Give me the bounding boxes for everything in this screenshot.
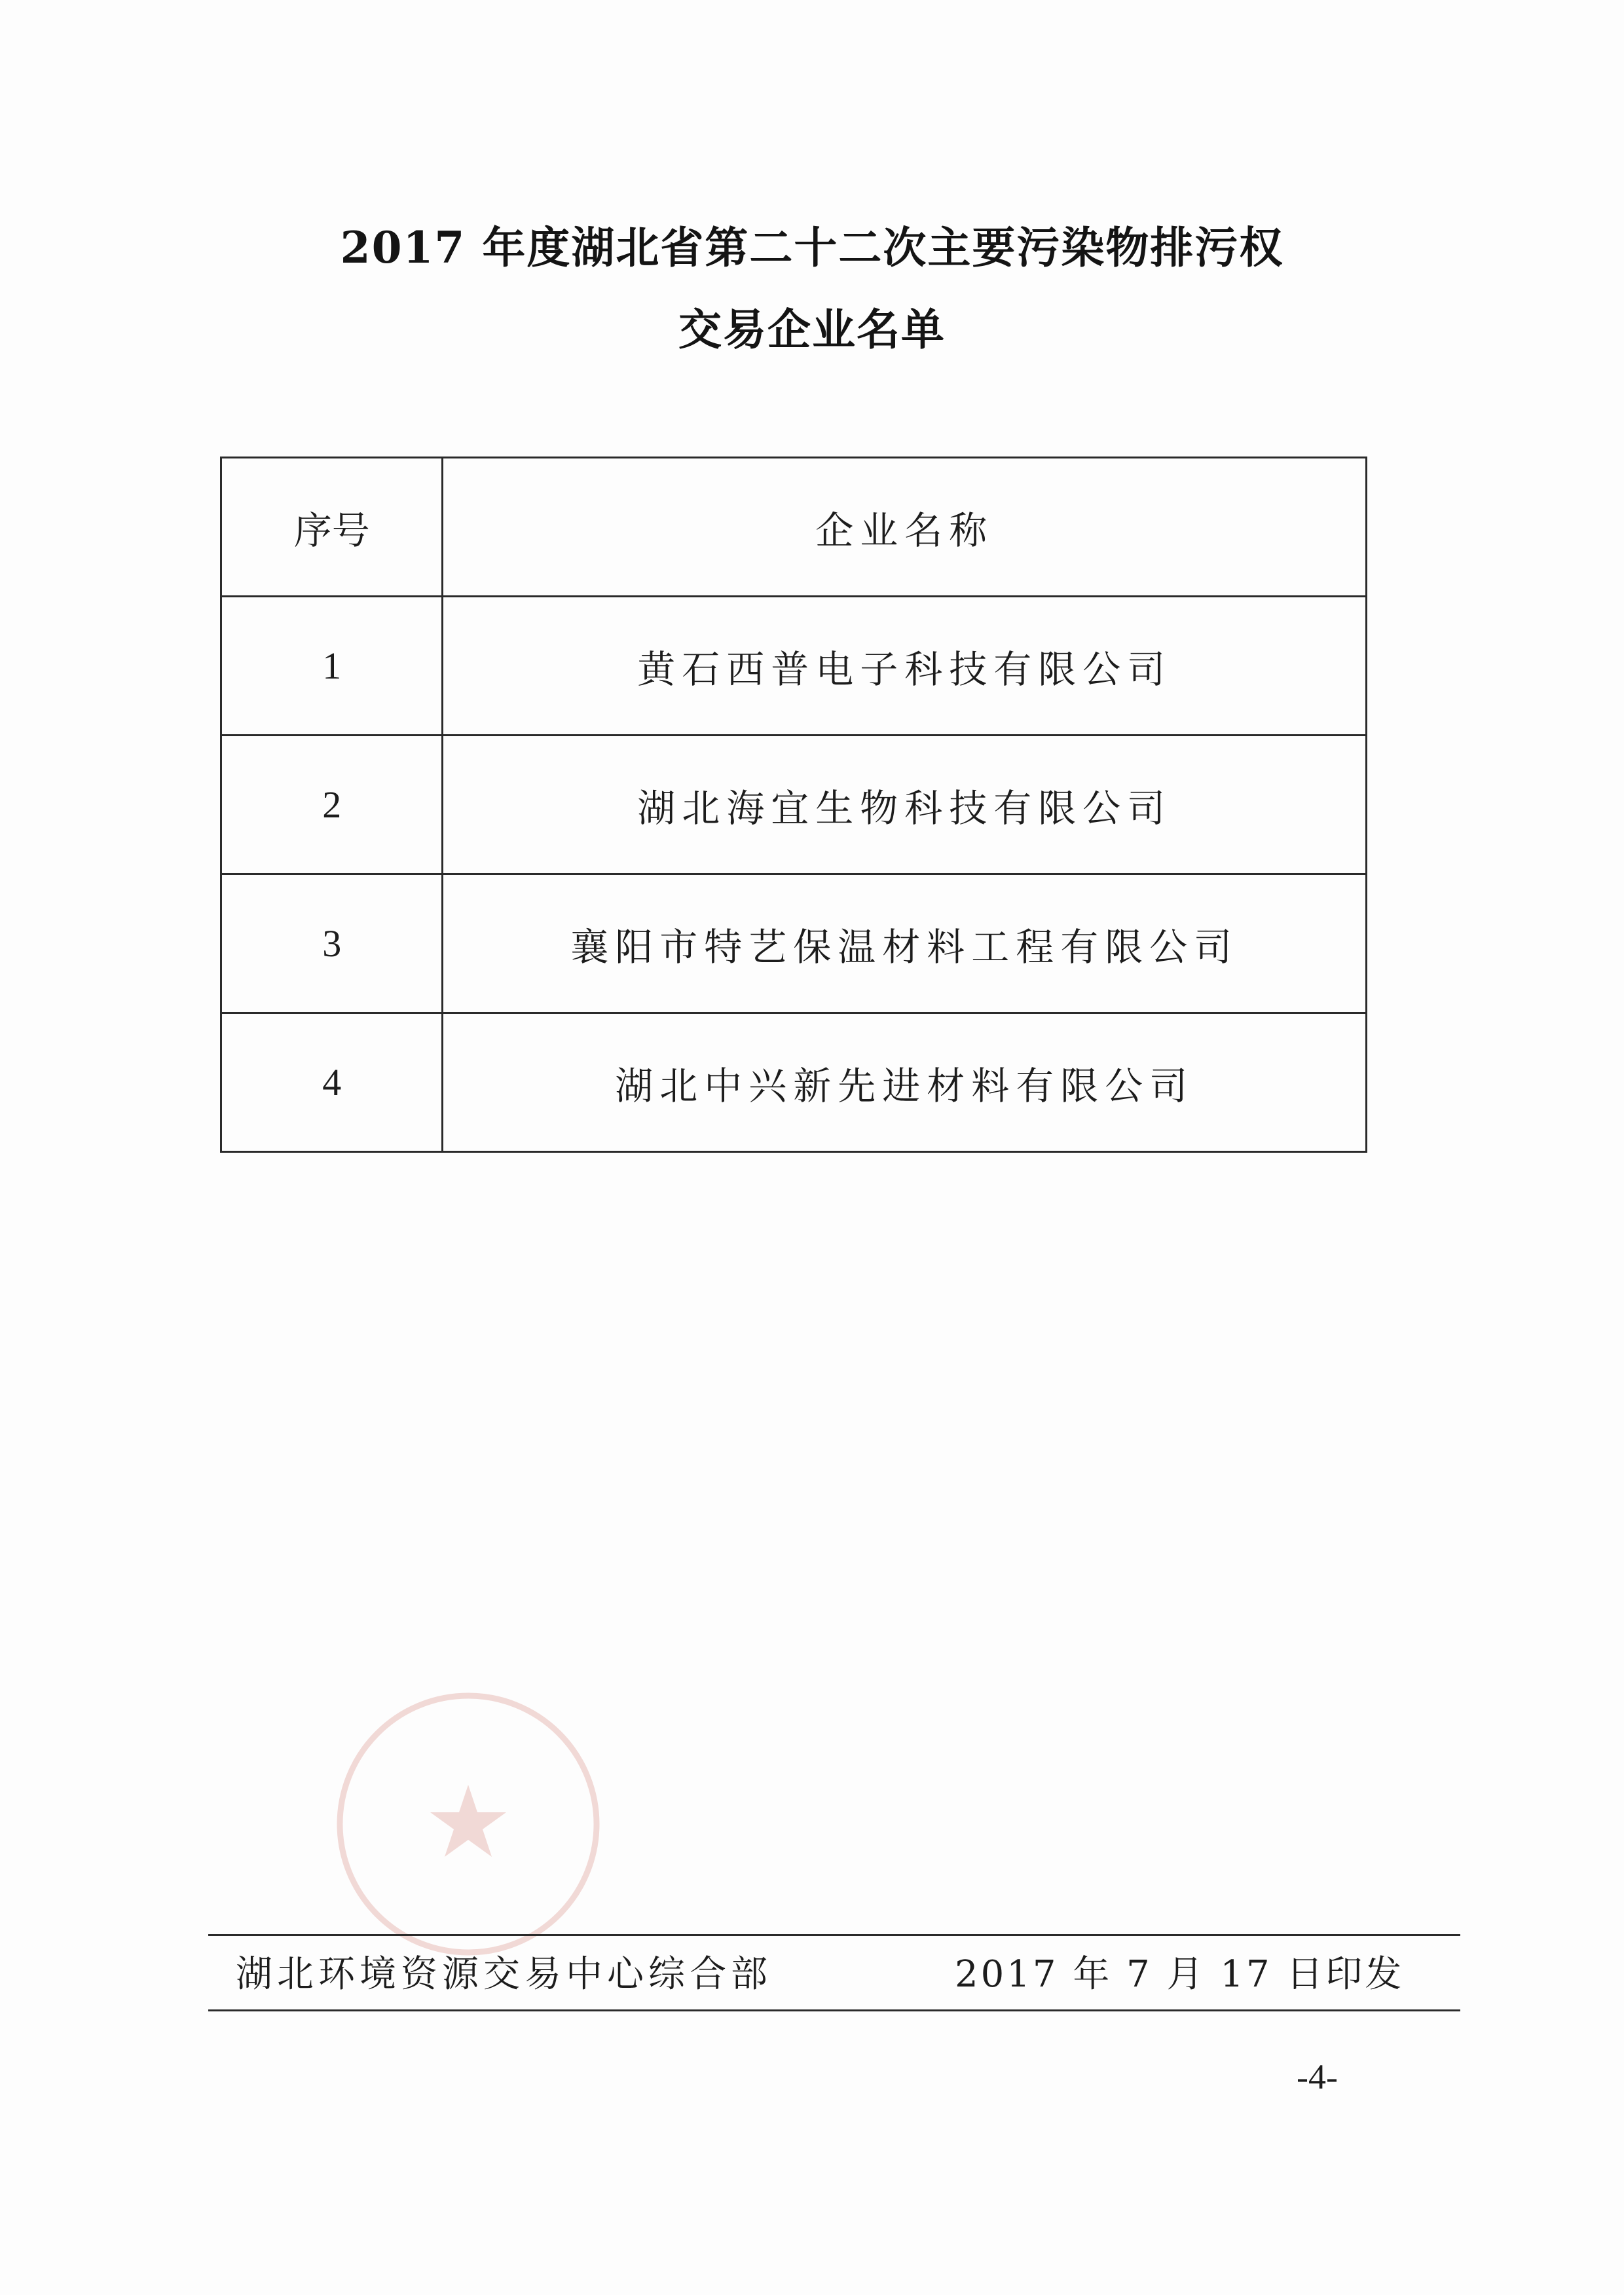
header-serial-number: 序号 (221, 458, 443, 597)
enterprise-table (220, 457, 1367, 1153)
page-number: -4- (1297, 2057, 1338, 2097)
official-seal-stamp (331, 1687, 606, 1962)
row-enterprise-name: 湖北中兴新先进材料有限公司 (443, 1013, 1367, 1152)
table-row (221, 874, 1367, 1013)
footer-issue-date: 2017 年 7 月 17 日印发 (955, 1953, 1405, 1996)
row-enterprise-name: 襄阳市特艺保温材料工程有限公司 (443, 874, 1367, 1013)
document-title-line-1: 2017 年度湖北省第二十二次主要污染物排污权 (340, 222, 1284, 273)
row-serial-number: 1 (221, 597, 443, 736)
document-title-line-2: 交易企业名单 (678, 304, 946, 355)
row-serial-number: 2 (221, 736, 443, 874)
footer-top-rule (208, 1934, 1460, 1936)
table-row (221, 597, 1367, 736)
table-row (221, 1013, 1367, 1152)
table-header-row (221, 458, 1367, 597)
footer-issuer: 湖北环境资源交易中心综合部 (236, 1953, 772, 1996)
footer-bottom-rule (208, 2009, 1460, 2011)
row-serial-number: 3 (221, 874, 443, 1013)
row-enterprise-name: 湖北海宜生物科技有限公司 (443, 736, 1367, 874)
table-row (221, 736, 1367, 874)
header-enterprise-name: 企业名称 (443, 458, 1367, 597)
row-serial-number: 4 (221, 1013, 443, 1152)
row-enterprise-name: 黄石西普电子科技有限公司 (443, 597, 1367, 736)
